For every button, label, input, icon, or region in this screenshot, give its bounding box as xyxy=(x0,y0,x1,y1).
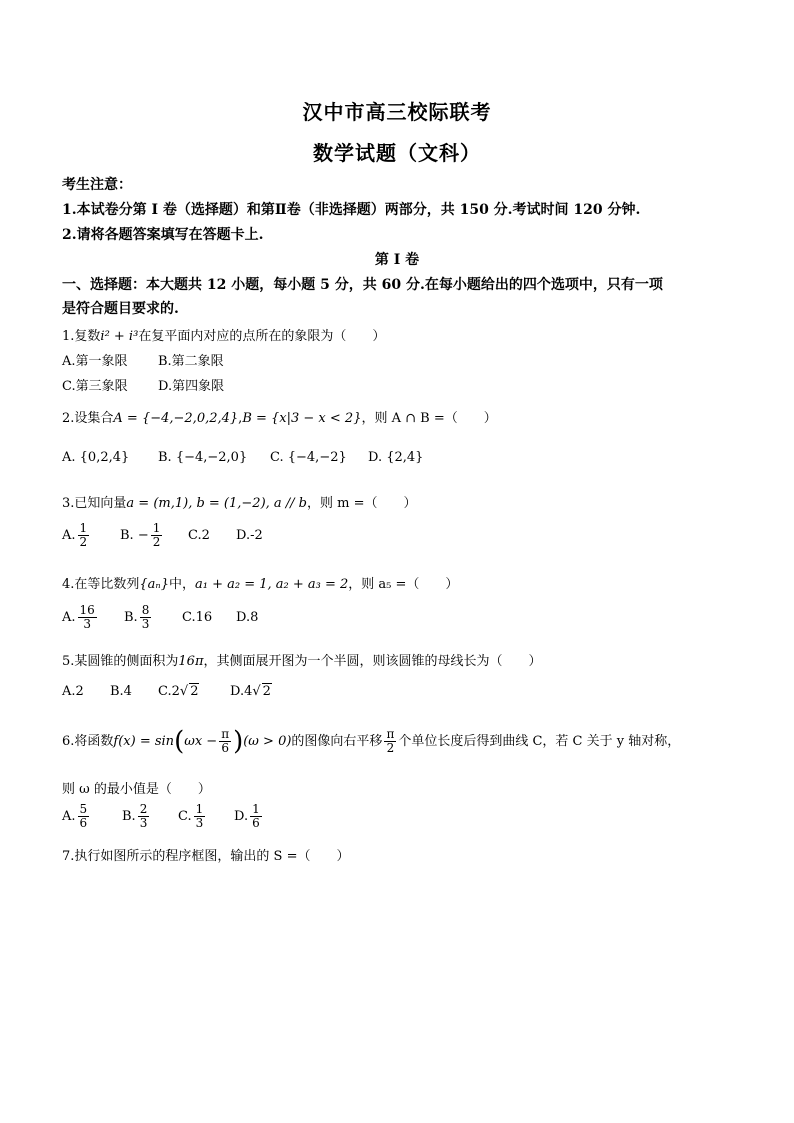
q4-stem-post: ，则 a₅ =（ ） xyxy=(348,577,459,592)
q6-a-den: 6 xyxy=(79,816,88,830)
q1-option-a: A.第一象限 xyxy=(62,354,128,369)
q6-c-fraction xyxy=(194,803,206,830)
q6-a-num: 5 xyxy=(79,802,88,816)
q3-b-num: 1 xyxy=(152,521,161,535)
q1-option-b: B.第二象限 xyxy=(158,354,224,369)
q3-vector-math: a = (m,1), b = (1,−2), a // b xyxy=(126,496,308,511)
exam-title: 汉中市高三校际联考 xyxy=(302,100,492,124)
q2-option-d: D. {2,4} xyxy=(368,450,424,465)
q6-b-label: B. xyxy=(122,809,136,824)
sqrt-icon: √ xyxy=(179,684,189,699)
q5-option-d xyxy=(230,683,272,699)
question-1-options-row-2 xyxy=(62,375,224,394)
q4-b-label: B. xyxy=(124,610,138,625)
q6-c-label: C. xyxy=(178,809,192,824)
q5-stem-pre: 5.某圆锥的侧面积为 xyxy=(62,654,179,669)
q6-shift-fraction xyxy=(384,728,396,755)
q3-option-c: C.2 xyxy=(188,528,210,543)
q2-set-b: B = {x|3 − x < 2} xyxy=(242,411,362,426)
q6-arg-num: π xyxy=(221,727,230,741)
q4-a-label: A. xyxy=(62,610,76,625)
q3-b-fraction xyxy=(151,522,163,549)
q6-stem-mid: 的图像向右平移 xyxy=(291,734,383,749)
left-paren-icon: ( xyxy=(174,726,185,757)
q6-arg-pre: ωx − xyxy=(184,734,218,749)
q1-option-c: C.第三象限 xyxy=(62,379,128,394)
q3-a-num: 1 xyxy=(79,521,88,535)
q6-a-label: A. xyxy=(62,809,76,824)
q2-stem-post: ，则 A ∩ B =（ ） xyxy=(361,411,497,426)
q3-option-b xyxy=(120,522,188,549)
question-7-stem: 7.执行如图所示的程序框图，输出的 S =（ ） xyxy=(62,849,350,864)
q5-c-radicand: 2 xyxy=(190,684,199,699)
question-5-options xyxy=(62,683,272,699)
q6-b-num: 2 xyxy=(139,802,148,816)
question-3-options xyxy=(62,522,263,549)
q4-a-num: 16 xyxy=(79,603,95,617)
q6-d-label: D. xyxy=(234,809,249,824)
question-3-stem xyxy=(62,492,417,511)
q4-stem-pre: 4.在等比数列 xyxy=(62,577,140,592)
q6-option-b xyxy=(122,803,178,830)
q1-stem-post: 在复平面内对应的点所在的象限为（ ） xyxy=(138,329,386,344)
q5-d-radicand: 2 xyxy=(262,684,271,699)
question-1-options-row-1 xyxy=(62,350,224,369)
q5-option-b: B.4 xyxy=(110,684,132,699)
q6-c-den: 3 xyxy=(195,816,204,830)
q3-stem-pre: 3.已知向量 xyxy=(62,496,127,511)
q4-a-den: 3 xyxy=(83,617,91,631)
question-4-options xyxy=(62,604,258,631)
q5-d-label: D. xyxy=(230,684,245,699)
section-intro-1: 一、选择题：本大题共 12 小题，每小题 5 分，共 60 分.在每小题给出的四个选项中，只有一项 xyxy=(62,277,663,293)
q1-option-d: D.第四象限 xyxy=(158,379,225,394)
q2-set-a: A = {−4,−2,0,2,4} xyxy=(113,411,239,426)
q6-b-fraction xyxy=(138,803,150,830)
q4-option-d: D.8 xyxy=(236,610,259,625)
q6-d-fraction xyxy=(250,803,262,830)
q4-option-b xyxy=(124,604,182,631)
q4-option-c: C.16 xyxy=(182,610,213,625)
q5-c-coef: 2 xyxy=(171,684,180,699)
question-4-stem xyxy=(62,573,458,592)
q4-sequence: {aₙ} xyxy=(139,577,169,592)
q6-arg-den: 6 xyxy=(221,741,229,755)
q2-stem-pre: 2.设集合 xyxy=(62,411,114,426)
q4-option-a xyxy=(62,604,124,631)
q5-c-label: C. xyxy=(158,684,172,699)
q4-b-den: 3 xyxy=(141,617,150,631)
question-5-stem xyxy=(62,650,542,669)
notes-heading: 考生注意： xyxy=(62,177,132,193)
q6-d-num: 1 xyxy=(252,802,260,816)
notes-item-1: 1.本试卷分第 I 卷（选择题）和第Ⅱ卷（非选择题）两部分，共 150 分.考试时间 120 分钟. xyxy=(62,202,641,218)
q4-b-num: 8 xyxy=(141,603,150,617)
q6-function: f(x) = sin xyxy=(113,734,175,749)
q3-a-den: 2 xyxy=(79,535,88,549)
q4-a-fraction xyxy=(78,604,97,631)
q3-a-fraction xyxy=(78,522,90,549)
section-label: 第 I 卷 xyxy=(374,252,420,268)
q3-option-a xyxy=(62,522,120,549)
q5-option-c xyxy=(158,683,230,699)
q2-option-b: B. {−4,−2,0} xyxy=(158,450,248,465)
q3-b-label: B. − xyxy=(120,528,149,543)
sqrt-icon: √ xyxy=(252,684,261,699)
q5-d-coef: 4 xyxy=(244,684,253,699)
q6-condition: (ω > 0) xyxy=(243,734,292,749)
q5-stem-post: ，其侧面展开图为一个半圆，则该圆锥的母线长为（ ） xyxy=(203,654,542,669)
q4-stem-mid: 中， xyxy=(168,577,195,592)
question-6-line-2: 则 ω 的最小值是（ ） xyxy=(62,782,211,797)
q6-stem-pre: 6.将函数 xyxy=(62,734,114,749)
question-2-options xyxy=(62,450,423,465)
section-intro-2: 是符合题目要求的. xyxy=(62,301,179,317)
right-paren-icon: ) xyxy=(233,726,244,757)
q6-b-den: 3 xyxy=(139,816,148,830)
q2-option-c: C. {−4,−2} xyxy=(270,450,347,465)
question-6-stem xyxy=(62,728,680,755)
q2-option-a: A. {0,2,4} xyxy=(62,450,130,465)
q3-option-d: D.-2 xyxy=(236,528,263,543)
q6-shift-den: 2 xyxy=(386,741,395,755)
q3-stem-post: ，则 m =（ ） xyxy=(307,496,417,511)
q6-shift-num: π xyxy=(386,727,395,741)
exam-subtitle: 数学试题（文科） xyxy=(313,141,481,165)
q1-stem-math: i² + i³ xyxy=(100,329,139,344)
question-6-options xyxy=(62,803,264,830)
q5-area: 16π xyxy=(178,654,204,669)
notes-item-2: 2.请将各题答案填写在答题卡上. xyxy=(62,227,264,243)
q3-b-den: 2 xyxy=(152,535,161,549)
q6-d-den: 6 xyxy=(252,816,260,830)
q4-b-fraction xyxy=(140,604,152,631)
q6-option-c xyxy=(178,803,234,830)
q3-a-label: A. xyxy=(62,528,76,543)
q6-a-fraction xyxy=(78,803,90,830)
question-1-stem xyxy=(62,325,385,344)
q6-option-d xyxy=(234,803,264,830)
q1-stem-pre: 1.复数 xyxy=(62,329,101,344)
q6-option-a xyxy=(62,803,122,830)
q4-condition: a₁ + a₂ = 1, a₂ + a₃ = 2 xyxy=(194,577,349,592)
q5-option-a: A.2 xyxy=(62,684,84,699)
q6-c-num: 1 xyxy=(195,802,204,816)
question-2-stem: 2.设集合A = {−4,−2,0,2,4},B = {x|3 − x < 2}，则 A ∩ B =（ ） xyxy=(62,411,497,426)
q6-stem-post: 个单位长度后得到曲线 C，若 C 关于 y 轴对称， xyxy=(398,734,681,749)
q6-arg-fraction xyxy=(219,728,231,755)
